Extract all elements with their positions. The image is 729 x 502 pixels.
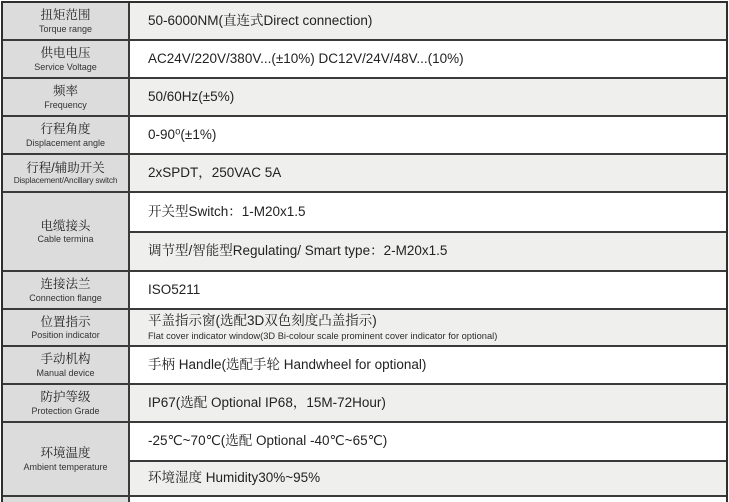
label-zh: 扭矩范围 <box>40 8 91 23</box>
label-en: Connection flange <box>29 292 102 303</box>
row-displacement-angle-label <box>3 117 130 155</box>
row-ancillary-switch-value: 2xSPDT，250VAC 5A <box>130 155 726 193</box>
label-zh: 供电电压 <box>40 46 91 61</box>
label-zh: 行程/辅助开关 <box>26 160 105 175</box>
row-connection-flange-label <box>3 272 130 310</box>
label-en: Displacement angle <box>25 137 106 148</box>
label-zh: 环境温度 <box>40 446 91 461</box>
label-en: Torque range <box>38 23 93 34</box>
label-zh: 频率 <box>52 84 78 99</box>
label-en: Displacement/Ancillary switch <box>13 174 118 185</box>
row-torque-range-label <box>3 3 130 41</box>
label-zh: 连接法兰 <box>40 277 91 292</box>
row-cable-termina-value-regulating: 调节型/智能型Regulating/ Smart type：2-M20x1.5 <box>130 233 726 272</box>
label-zh: 手动机构 <box>40 352 91 367</box>
value-line-zh: 平盖指示窗(选配3D双色刻度凸盖指示) <box>148 313 377 329</box>
label-zh: 电缆接头 <box>40 218 91 233</box>
row-frequency-value: 50/60Hz(±5%) <box>130 79 726 117</box>
label-zh: 行程角度 <box>40 122 91 137</box>
row-cable-termina-value-switch: 开关型Switch：1-M20x1.5 <box>130 193 726 233</box>
label-en: Cable termina <box>37 234 94 245</box>
row-ancillary-switch-label <box>3 155 130 193</box>
label-en: Service Voltage <box>34 61 97 72</box>
row-manual-device-label <box>3 347 130 385</box>
label-en: Manual device <box>36 367 95 378</box>
row-connection-flange-value: ISO5211 <box>130 272 726 310</box>
row-ambient-temperature-label <box>3 423 130 497</box>
row-cable-termina-label <box>3 193 130 272</box>
label-zh: 位置指示 <box>40 314 91 329</box>
row-displacement-angle-value: 0-90⁰(±1%) <box>130 117 726 155</box>
row-protection-grade-label <box>3 385 130 423</box>
row-frequency-label <box>3 79 130 117</box>
value-line-en: Flat cover indicator window(3D Bi-colour scale prominent cover indicator for optional) <box>148 330 498 341</box>
label-en: Protection Grade <box>31 405 100 416</box>
row-service-voltage-value: AC24V/220V/380V...(±10%) DC12V/24V/48V...(10%) <box>130 41 726 79</box>
label-en: Position indicator <box>31 330 100 341</box>
row-partial-label <box>3 497 130 502</box>
row-service-voltage-label <box>3 41 130 79</box>
row-ambient-temperature-value-range: -25℃~70℃(选配 Optional -40℃~65℃) <box>130 423 726 462</box>
row-protection-grade-value: IP67(选配 Optional IP68，15M-72Hour) <box>130 385 726 423</box>
row-torque-range-value: 50-6000NM(直连式Direct connection) <box>130 3 726 41</box>
label-zh: 防护等级 <box>40 390 91 405</box>
specification-table <box>1 1 728 502</box>
row-partial-value <box>130 497 726 502</box>
row-ambient-temperature-value-humidity: 环境湿度 Humidity30%~95% <box>130 462 726 497</box>
row-position-indicator-label <box>3 310 130 347</box>
label-en: Frequency <box>44 99 87 110</box>
label-en: Ambient temperature <box>23 461 108 472</box>
row-manual-device-value: 手柄 Handle(选配手轮 Handwheel for optional) <box>130 347 726 385</box>
row-position-indicator-value <box>130 310 726 347</box>
